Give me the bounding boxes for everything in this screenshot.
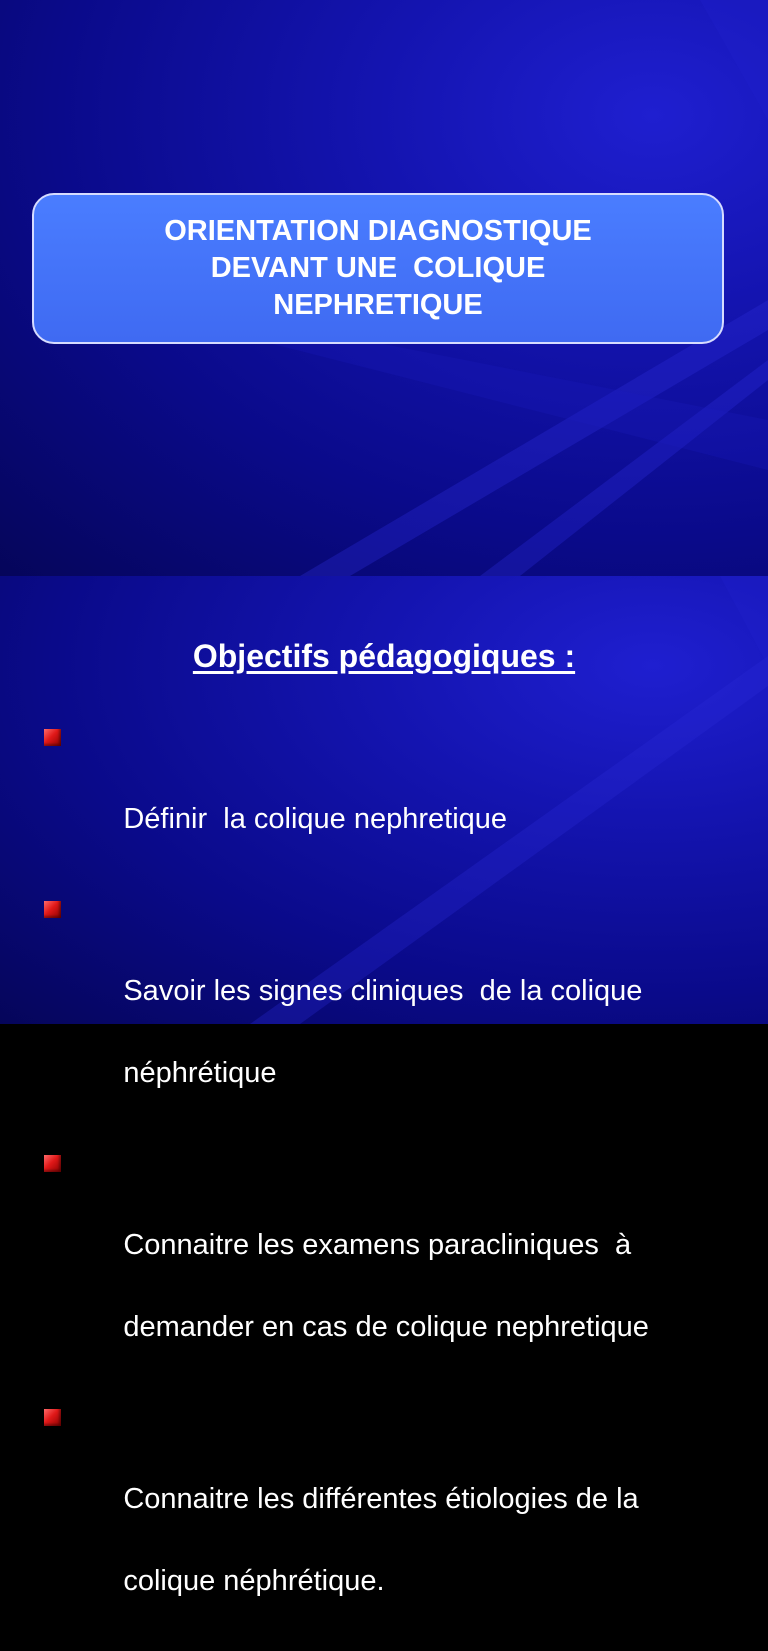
title-slide [0,0,768,576]
bullet-text-line: colique néphrétique. [123,1565,385,1597]
bullet-text-line: demander en cas de colique nephretique [123,1311,649,1343]
title-line-3: NEPHRETIQUE [273,289,483,321]
bullet-text-line: Connaitre les examens paracliniques à [123,1229,632,1261]
list-item [44,1397,754,1643]
title-line-2: DEVANT UNE COLIQUE [210,252,546,284]
list-item [44,1143,754,1389]
square-bullet-icon [44,1155,61,1172]
objectives-list [44,717,754,1651]
title-line-1: ORIENTATION DIAGNOSTIQUE [164,215,592,247]
objectives-heading: Objectifs pédagogiques : [192,638,576,674]
bullet-text-line: néphrétique [123,1057,277,1089]
bullet-text-line: Savoir les signes cliniques de la colique [123,975,643,1007]
list-item [44,889,754,1135]
title-box [32,193,724,344]
list-item [44,717,754,881]
bullet-text-line: Connaitre les différentes étiologies de la [123,1483,639,1515]
square-bullet-icon [44,901,61,918]
bullet-text-line: Définir la colique nephretique [123,803,508,835]
square-bullet-icon [44,1409,61,1426]
objectives-slide [0,576,768,1597]
square-bullet-icon [44,729,61,746]
